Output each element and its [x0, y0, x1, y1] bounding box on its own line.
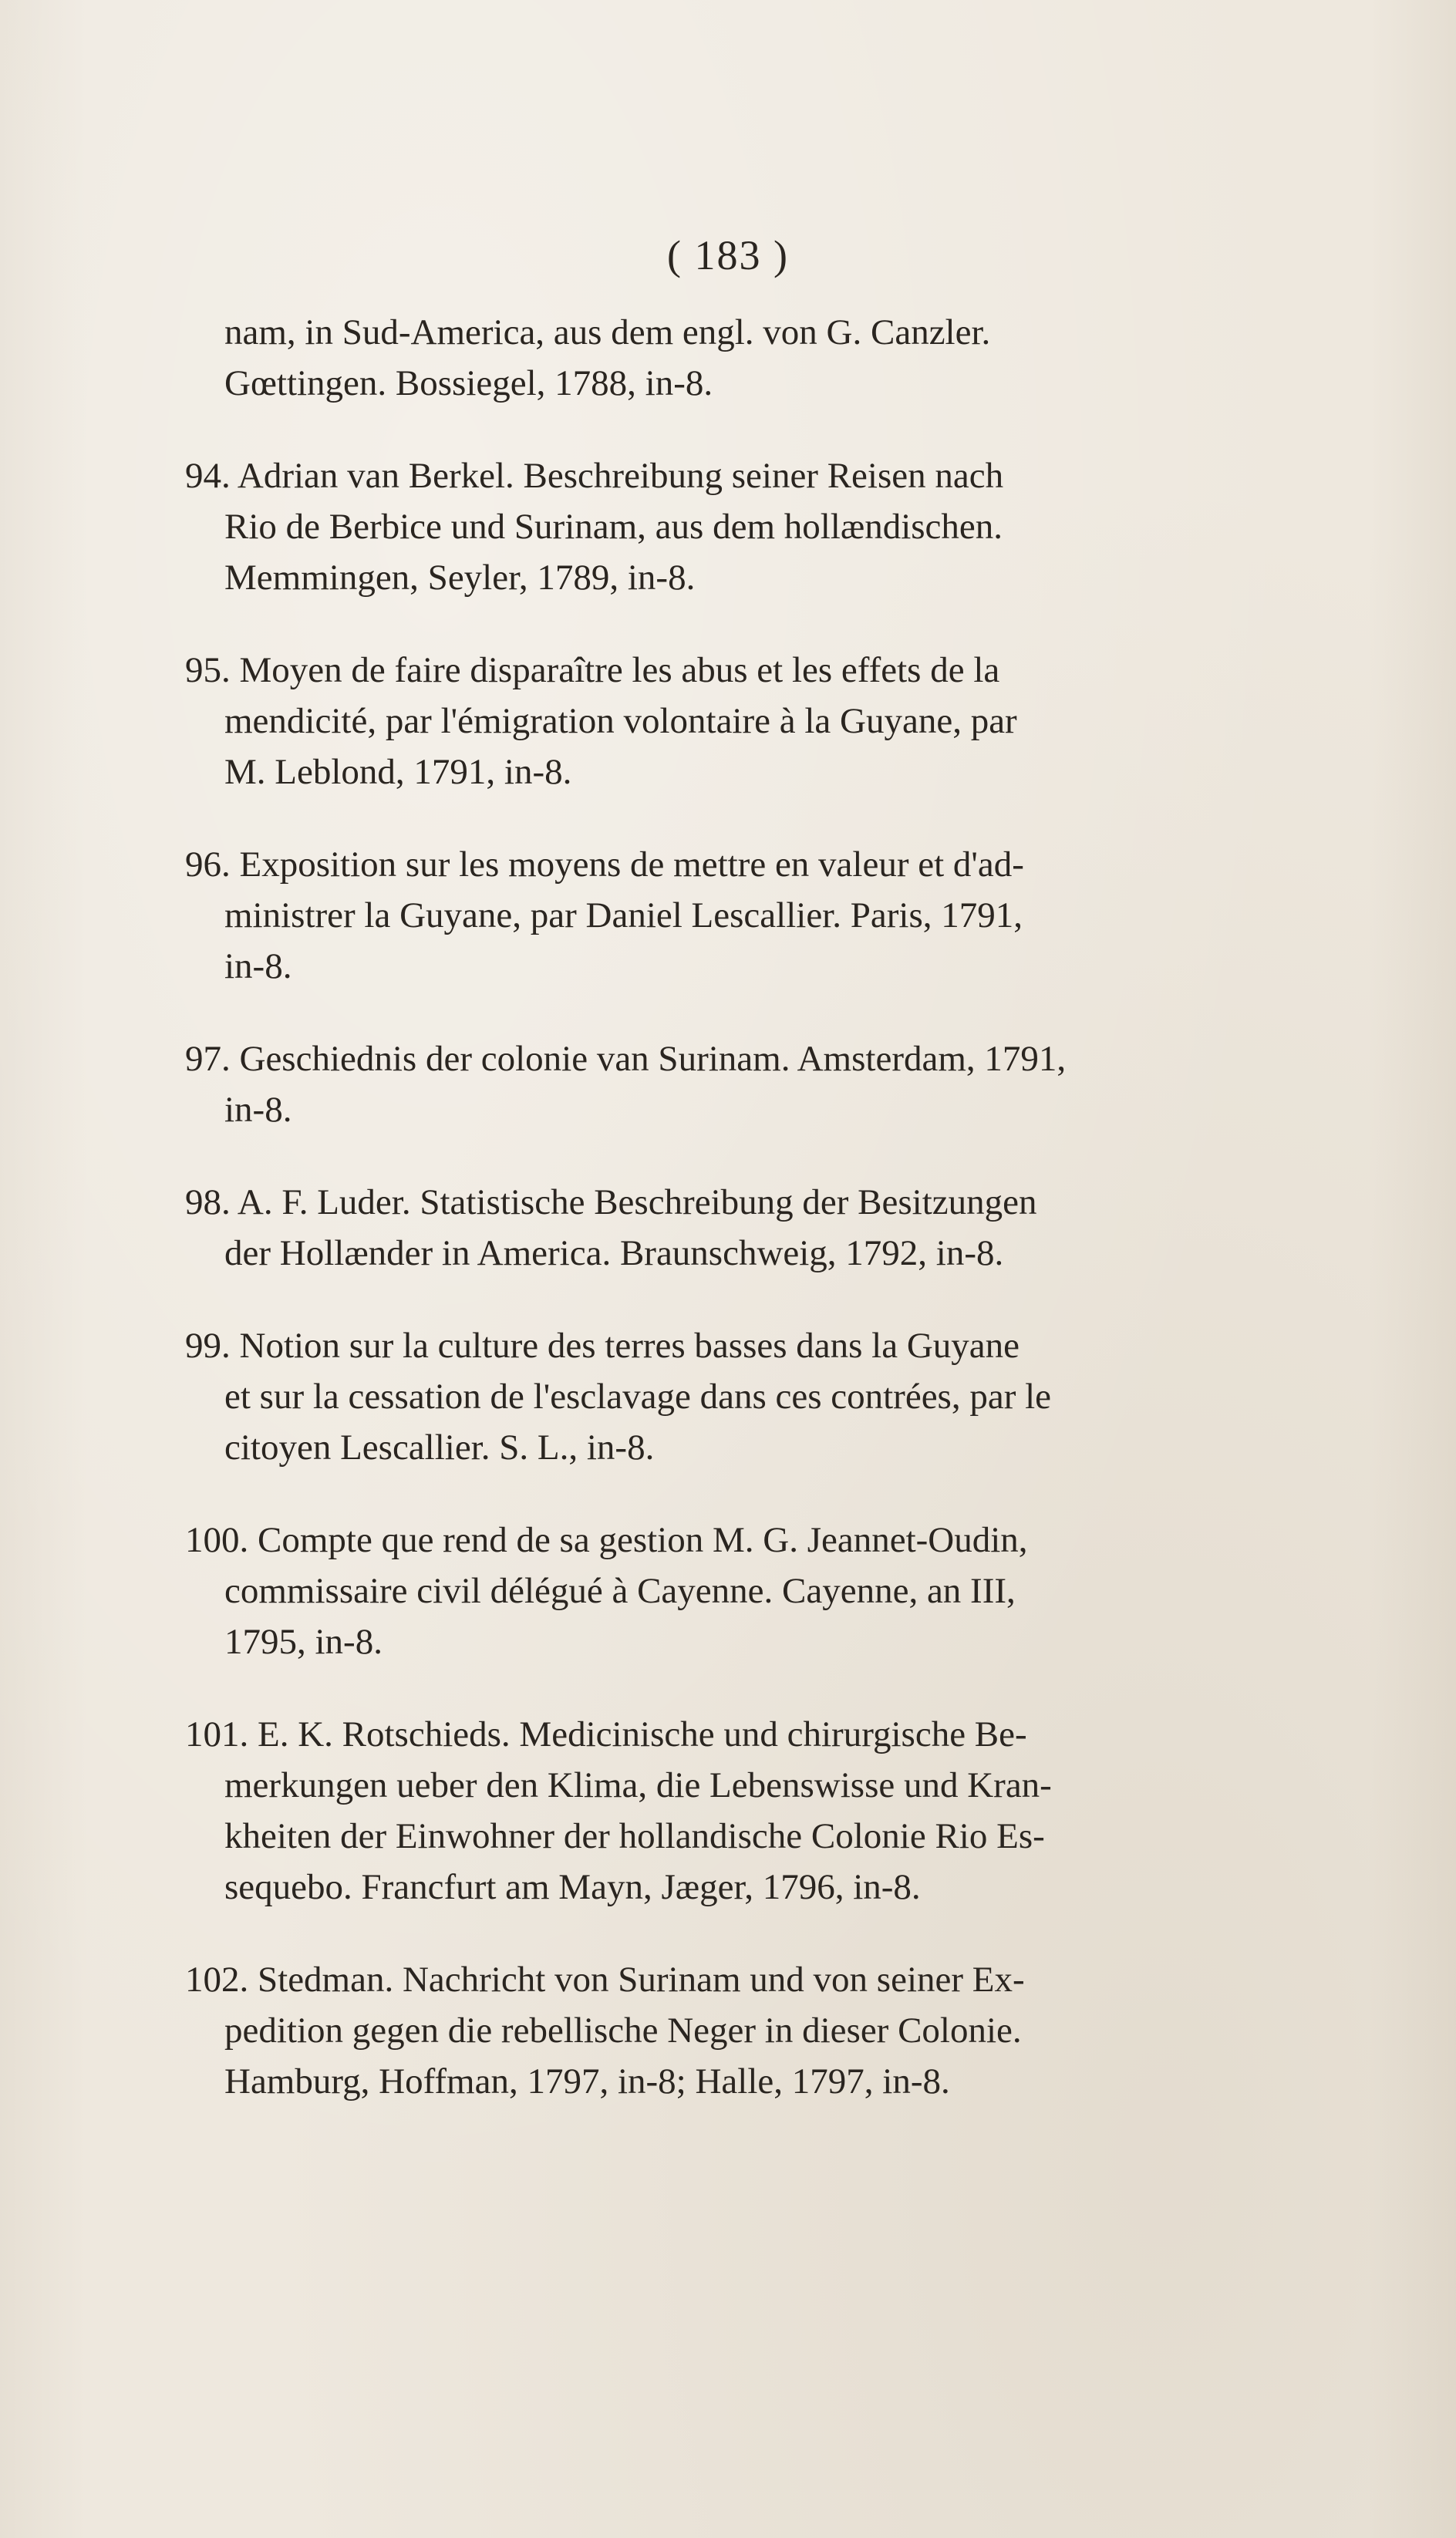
entry-line: et sur la cessation de l'esclavage dans ces contrées, par le — [224, 1377, 1052, 1417]
list-item — [185, 839, 1242, 992]
entry-line: 101. E. K. Rotschieds. Medicinische und chirurgische Be- — [185, 1714, 1027, 1754]
entry-line: 95. Moyen de faire disparaître les abus et les effets de la — [185, 650, 1000, 690]
list-item — [185, 1954, 1242, 2107]
list-item — [185, 1320, 1242, 1473]
entry-line: 94. Adrian van Berkel. Beschreibung seiner Reisen nach — [185, 456, 1004, 496]
list-item — [185, 307, 1242, 409]
list-item — [185, 1033, 1242, 1135]
list-item — [185, 1177, 1242, 1279]
entry-line: Hamburg, Hoffman, 1797, in-8; Halle, 1797, in-8. — [224, 2061, 950, 2102]
list-item — [185, 1709, 1242, 1913]
entry-line: Rio de Berbice und Surinam, aus dem hollændischen. — [224, 507, 1003, 547]
entry-line: in-8. — [224, 946, 292, 986]
entry-line: commissaire civil délégué à Cayenne. Cayenne, an III, — [224, 1571, 1016, 1611]
entry-line: in-8. — [224, 1090, 292, 1130]
list-item — [185, 450, 1242, 603]
entry-line: M. Leblond, 1791, in-8. — [224, 752, 572, 792]
entry-line: 100. Compte que rend de sa gestion M. G. Jeannet-Oudin, — [185, 1520, 1028, 1560]
entry-line: Memmingen, Seyler, 1789, in-8. — [224, 558, 696, 598]
entry-line: kheiten der Einwohner der hollandische Colonie Rio Es- — [224, 1816, 1045, 1856]
entry-line: citoyen Lescallier. S. L., in-8. — [224, 1427, 655, 1468]
entry-line: 1795, in-8. — [224, 1622, 383, 1662]
list-item — [185, 1515, 1242, 1667]
entry-line: merkungen ueber den Klima, die Lebenswisse und Kran- — [224, 1765, 1052, 1805]
entry-line: ministrer la Guyane, par Daniel Lescallier. Paris, 1791, — [224, 895, 1023, 935]
entry-line: 98. A. F. Luder. Statistische Beschreibung der Besitzungen — [185, 1182, 1037, 1222]
entry-line: 102. Stedman. Nachricht von Surinam und von seiner Ex- — [185, 1960, 1025, 2000]
entry-line: pedition gegen die rebellische Neger in dieser Colonie. — [224, 2011, 1022, 2051]
entry-line: 99. Notion sur la culture des terres basses dans la Guyane — [185, 1326, 1020, 1366]
entry-line: 96. Exposition sur les moyens de mettre en valeur et d'ad- — [185, 844, 1024, 885]
entry-line: nam, in Sud-America, aus dem engl. von G. Canzler. — [224, 312, 991, 352]
bibliography-list — [185, 307, 1242, 2107]
entry-line: sequebo. Francfurt am Mayn, Jæger, 1796, in-8. — [224, 1867, 921, 1907]
entry-line: der Hollænder in America. Braunschweig, 1792, in-8. — [224, 1233, 1004, 1273]
entry-line: mendicité, par l'émigration volontaire à la Guyane, par — [224, 701, 1017, 741]
entry-line: Gœttingen. Bossiegel, 1788, in-8. — [224, 363, 713, 403]
list-item — [185, 645, 1242, 797]
entry-line: 97. Geschiednis der colonie van Surinam. Amsterdam, 1791, — [185, 1039, 1067, 1079]
page-number: ( 183 ) — [667, 232, 789, 278]
